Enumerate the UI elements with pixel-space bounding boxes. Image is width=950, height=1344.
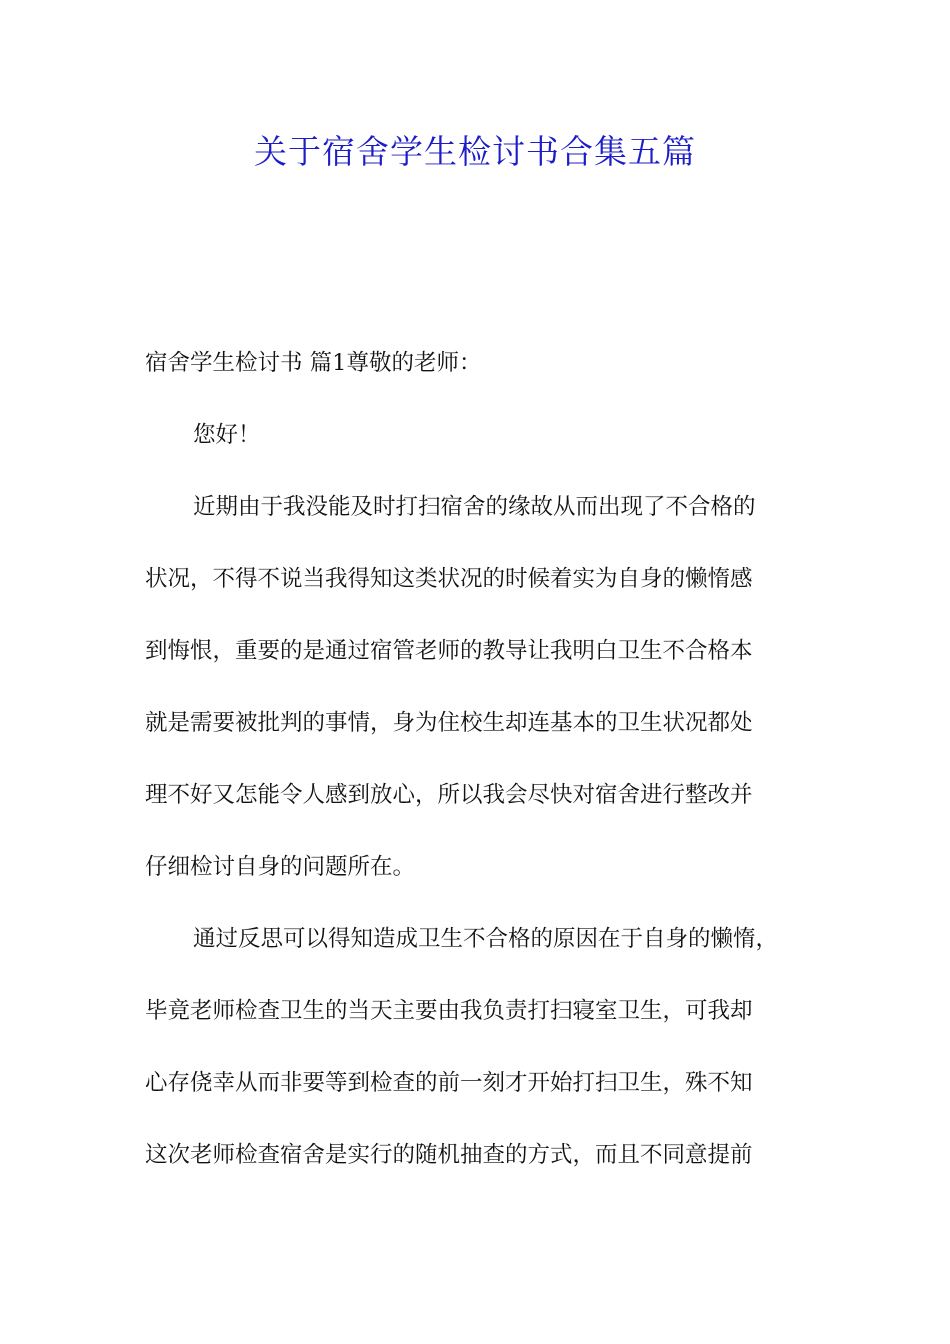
body-line: 仔细检讨自身的问题所在。 bbox=[145, 854, 416, 880]
body-line: 通过反思可以得知造成卫生不合格的原因在于自身的懒惰， bbox=[193, 926, 779, 952]
body-line: 心存侥幸从而非要等到检查的前一刻才开始打扫卫生，殊不知 bbox=[145, 1070, 753, 1096]
body-line: 毕竟老师检查卫生的当天主要由我负责打扫寝室卫生，可我却 bbox=[145, 998, 753, 1024]
body-line-heading: 宿舍学生检讨书 篇1尊敬的老师： bbox=[145, 350, 482, 376]
body-line: 近期由于我没能及时打扫宿舍的缘故从而出现了不合格的 bbox=[193, 494, 756, 520]
body-line: 就是需要被批判的事情，身为住校生却连基本的卫生状况都处 bbox=[145, 710, 753, 736]
body-line: 理不好又怎能令人感到放心，所以我会尽快对宿舍进行整改并 bbox=[145, 782, 753, 808]
body-line-greeting: 您好！ bbox=[193, 422, 261, 448]
document-title: 关于宿舍学生检讨书合集五篇 bbox=[254, 132, 696, 171]
body-line: 状况，不得不说当我得知这类状况的时候着实为自身的懒惰感 bbox=[145, 566, 753, 592]
document-body bbox=[145, 343, 810, 1207]
body-line: 到悔恨，重要的是通过宿管老师的教导让我明白卫生不合格本 bbox=[145, 638, 753, 664]
body-line: 这次老师检查宿舍是实行的随机抽查的方式，而且不同意提前 bbox=[145, 1142, 753, 1168]
